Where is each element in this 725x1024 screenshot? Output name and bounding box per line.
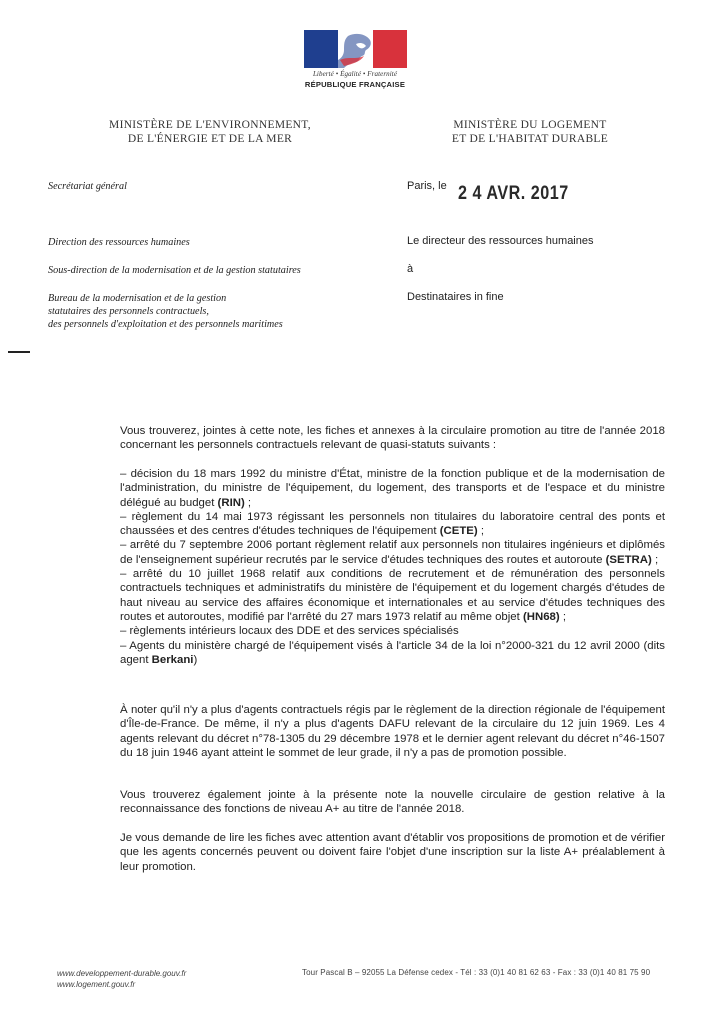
fold-mark (8, 351, 30, 353)
date-stamp: 2 4 AVR. 2017 (458, 183, 569, 204)
sous-direction-label: Sous-direction de la modernisation et de la gestion statutaires (48, 265, 301, 276)
a-label: à (407, 263, 414, 275)
footer-address: Tour Pascal B – 92055 La Défense cedex - Tél : 33 (0)1 40 81 62 63 - Fax : 33 (0)1 40 81 75 90 (302, 968, 651, 977)
ministry-housing: MINISTÈRE DU LOGEMENT ET DE L'HABITAT DURABLE (451, 119, 609, 145)
date-prefix: Paris, le (407, 180, 447, 192)
list-item: – règlements intérieurs locaux des DDE et des services spécialisés (120, 625, 459, 638)
quasi-statuts-list (120, 467, 665, 667)
list-item: – décision du 18 mars 1992 du ministre d'État, ministre de la fonction publique et de la modernisation de l'administration, du ministre de l'équipement, du logement, des transports et de l'espace et du ministre délégué au budget (RIN) ; (120, 468, 665, 509)
footer-link[interactable]: www.logement.gouv.fr (57, 980, 136, 989)
footer-websites (57, 968, 186, 990)
paragraph-request: Je vous demande de lire les fiches avec attention avant d'établir vos propositions de promotion et de vérifier que les agents concernés peuvent ou doivent faire l'objet d'une inscription sur la liste A+ préalablement à leur promotion. (120, 832, 665, 873)
from-label: Le directeur des ressources humaines (407, 235, 594, 247)
marianne-flag-icon (304, 30, 407, 68)
list-item: – arrêté du 10 juillet 1968 relatif aux conditions de recrutement et de rémunération des personnels contractuels techniques et administratifs du ministère de l'équipement et du logement chargés d'études de haut niveau au service des affaires économique et internationales et au service d'études techniques des routes et autoroutes, modifié par l'arrêté du 27 mars 1973 relatif au même objet (HN68) ; (120, 568, 665, 623)
direction-label: Direction des ressources humaines (48, 237, 190, 248)
bureau-label: Bureau de la modernisation et de la gestion statutaires des personnels contractuels, des personnels d'exploitation et des personnels maritimes (48, 293, 283, 330)
list-item: – règlement du 14 mai 1973 régissant les personnels non titulaires du laboratoire central des ponts et chaussées et des centres d'études techniques de l'équipement (CETE) ; (120, 510, 665, 538)
list-item: – arrêté du 7 septembre 2006 portant règlement relatif aux personnels non titulaires ingénieurs et diplômés de l'enseignement supérieur recrutés par le service d'études techniques des routes et autoroute (SETRA) ; (120, 539, 665, 566)
footer-link[interactable]: www.developpement-durable.gouv.fr (57, 969, 187, 978)
ministry-environment: MINISTÈRE DE L'ENVIRONNEMENT, DE L'ÉNERGIE ET DE LA MER (109, 119, 311, 145)
motto: Liberté • Égalité • Fraternité (312, 70, 398, 78)
paragraph-circulaire: Vous trouverez également jointe à la présente note la nouvelle circulaire de gestion relative à la reconnaissance des fonctions de niveau A+ au titre de l'année 2018. (120, 789, 665, 816)
list-item: – Agents du ministère chargé de l'équipement visés à l'article 34 de la loi n°2000-321 du 12 avril 2000 (dits agent Berkani) (120, 639, 665, 666)
paragraph-note: À noter qu'il n'y a plus d'agents contractuels régis par le règlement de la direction régionale de l'équipement d'Île-de-France. De même, il n'y a plus d'agents DAFU relevant de la circulaire du 12 juin 1969. Les 4 agents relevant du décret n°78-1305 du 29 décembre 1978 et le dernier agent relevant du décret n°46-1507 du 18 juin 1946 ayant atteint le sommet de leur grade, il n'y a pas de promotion possible. (120, 704, 665, 759)
intro-paragraph: Vous trouverez, jointes à cette note, les fiches et annexes à la circulaire promotion au titre de l'année 2018 concernant les personnels contractuels relevant de quasi-statuts suivants : (120, 425, 665, 452)
marianne-logo (300, 30, 410, 89)
republic-label: RÉPUBLIQUE FRANÇAISE (304, 80, 406, 89)
secretariat-label: Secrétariat général (48, 181, 127, 192)
to-label: Destinataires in fine (407, 291, 504, 303)
